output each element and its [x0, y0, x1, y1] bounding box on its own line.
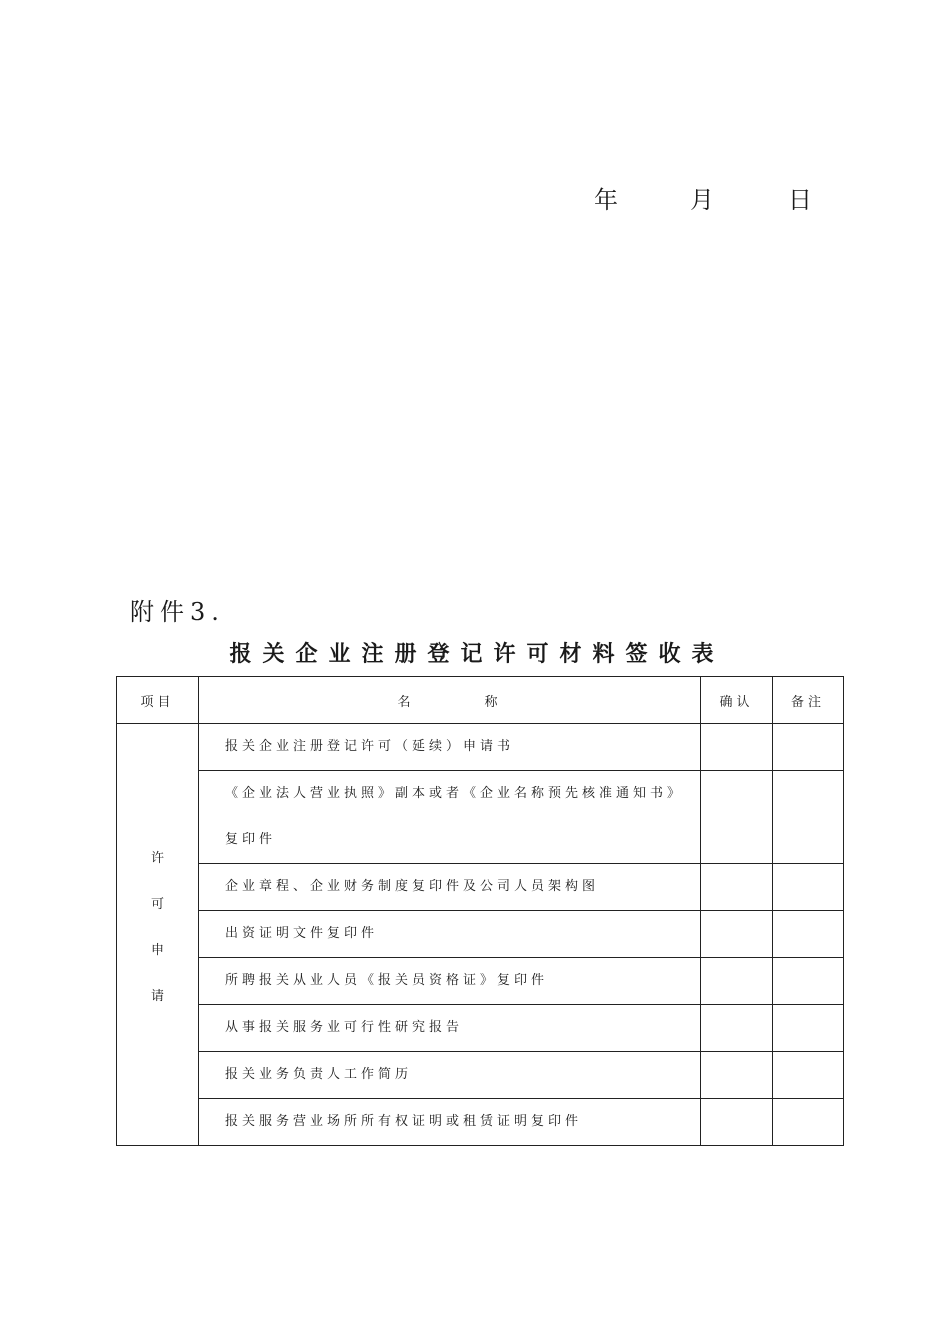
- remarks-cell[interactable]: [773, 724, 844, 771]
- project-char: 申: [150, 942, 164, 958]
- table-row: [117, 771, 844, 864]
- table-row: [117, 1005, 844, 1052]
- project-char: 请: [150, 988, 164, 1004]
- header-remarks: 备注: [773, 677, 844, 724]
- remarks-cell[interactable]: [773, 864, 844, 911]
- project-char: 许: [150, 850, 164, 866]
- project-cell-license-application: [117, 724, 199, 1146]
- confirm-cell[interactable]: [701, 1005, 773, 1052]
- table-row: [117, 958, 844, 1005]
- remarks-cell[interactable]: [773, 1005, 844, 1052]
- confirm-cell[interactable]: [701, 771, 773, 864]
- confirm-cell[interactable]: [701, 1052, 773, 1099]
- header-name-part1: 名: [397, 694, 415, 710]
- item-name: 出资证明文件复印件: [199, 911, 701, 958]
- materials-receipt-table: [116, 676, 844, 1146]
- confirm-cell[interactable]: [701, 1099, 773, 1146]
- item-name: 企业章程、企业财务制度复印件及公司人员架构图: [199, 864, 701, 911]
- date-month: 月: [690, 186, 714, 214]
- item-name: 《企业法人营业执照》副本或者《企业名称预先核准通知书》复印件: [199, 771, 701, 864]
- attachment-label: 附件3.: [130, 598, 225, 626]
- table-row: [117, 724, 844, 771]
- confirm-cell[interactable]: [701, 864, 773, 911]
- date-year: 年: [594, 186, 618, 214]
- remarks-cell[interactable]: [773, 771, 844, 864]
- remarks-cell[interactable]: [773, 958, 844, 1005]
- item-name: 所聘报关从业人员《报关员资格证》复印件: [199, 958, 701, 1005]
- header-name: [199, 677, 701, 724]
- remarks-cell[interactable]: [773, 1052, 844, 1099]
- header-name-part2: 称: [484, 694, 502, 710]
- date-day: 日: [788, 186, 812, 214]
- table-row: [117, 911, 844, 958]
- item-name: 报关企业注册登记许可（延续）申请书: [199, 724, 701, 771]
- remarks-cell[interactable]: [773, 911, 844, 958]
- confirm-cell[interactable]: [701, 911, 773, 958]
- item-name: 从事报关服务业可行性研究报告: [199, 1005, 701, 1052]
- confirm-cell[interactable]: [701, 724, 773, 771]
- table-header-row: [117, 677, 844, 724]
- header-confirm: 确认: [701, 677, 773, 724]
- table-row: [117, 1099, 844, 1146]
- item-name: 报关业务负责人工作简历: [199, 1052, 701, 1099]
- remarks-cell[interactable]: [773, 1099, 844, 1146]
- item-name: 报关服务营业场所所有权证明或租赁证明复印件: [199, 1099, 701, 1146]
- form-title: 报关企业注册登记许可材料签收表: [229, 641, 725, 667]
- project-char: 可: [150, 896, 164, 912]
- table-row: [117, 864, 844, 911]
- header-project: 项目: [117, 677, 199, 724]
- table-row: [117, 1052, 844, 1099]
- confirm-cell[interactable]: [701, 958, 773, 1005]
